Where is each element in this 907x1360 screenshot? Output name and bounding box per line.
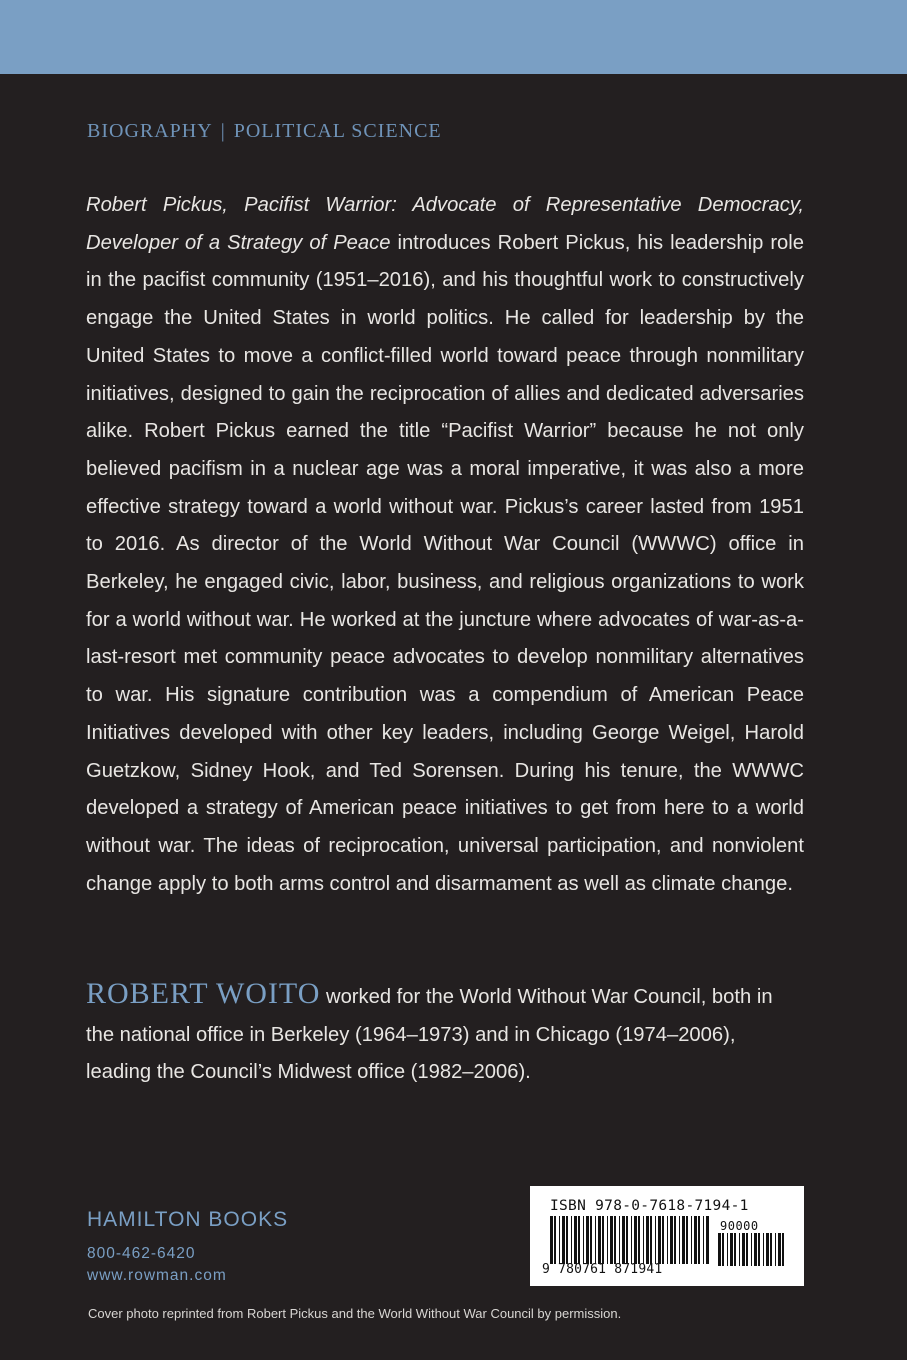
author-bio-text: worked for the World Without War Council, both in the national office in Berkeley (1964–1973) and in Chicago (1974–2006), leading the Council’s Midwest office (1982–2006). (86, 986, 773, 1083)
barcode-bar (662, 1216, 664, 1264)
barcode-bar (598, 1216, 601, 1264)
barcode-bar (626, 1216, 628, 1264)
book-title-italic: Robert Pickus, Pacifist Warrior: Advocate of Representative Democracy, Developer of a Strategy of Peace (86, 194, 804, 254)
barcode-bar (631, 1216, 632, 1264)
photo-credit: Cover photo reprinted from Robert Pickus and the World Without War Council by permission. (88, 1306, 622, 1321)
barcode-bar (770, 1233, 772, 1266)
category-label (87, 120, 442, 143)
barcode-bar (571, 1216, 572, 1264)
barcode-digits: 9 780761 871941 (542, 1262, 663, 1277)
category-biography: BIOGRAPHY (87, 120, 213, 142)
barcode-bar (775, 1233, 776, 1266)
barcode-bar (670, 1216, 673, 1264)
barcode-bar (638, 1216, 640, 1264)
category-political-science: POLITICAL SCIENCE (233, 120, 442, 142)
barcode-bar (727, 1233, 728, 1266)
barcode-bar (718, 1233, 721, 1266)
barcode-bar (667, 1216, 668, 1264)
barcode-bar (646, 1216, 649, 1264)
barcode-bar (734, 1233, 736, 1266)
barcode-bar (691, 1216, 692, 1264)
publisher-phone: 800-462-6420 (87, 1245, 196, 1262)
category-separator: | (220, 120, 226, 142)
barcode-bar (742, 1233, 745, 1266)
barcode-bar (782, 1233, 784, 1266)
barcode-bar (559, 1216, 560, 1264)
barcode-bar (650, 1216, 652, 1264)
barcode-bar (698, 1216, 700, 1264)
barcode-addon-bars (718, 1233, 788, 1266)
barcode-bar (610, 1216, 613, 1264)
barcode-bar (730, 1233, 733, 1266)
barcode-bar (694, 1216, 697, 1264)
barcode-bar (703, 1216, 704, 1264)
barcode-bar (583, 1216, 584, 1264)
barcode-bar (554, 1216, 556, 1264)
barcode-bar (595, 1216, 596, 1264)
description-body: introduces Robert Pickus, his leadership role in the pacifist community (1951–2016), and his thoughtful work to constructively engage the United States in world politics. He called for leadership by the United States to move a conflict-filled world toward peace through nonmilitary initiatives, designed to gain the reciprocation of allies and dedicated adversaries alike. Robert Pickus earned the title “Pacifist Warrior” because he not only believed pacifism in a nuclear age was a moral imperative, it was also a more effective strategy toward a world without war. Pickus’s career lasted from 1951 to 2016. As director of the World Without War Council (WWWC) office in Berkeley, he engaged civic, labor, business, and religious organizations to work for a world without war. He worked at the juncture where advocates of war-as-a-last-resort met community peace advocates to develop nonmilitary alternatives to war. His signature contribution was a compendium of American Peace Initiatives developed with other key leaders, including George Weigel, Harold Guetzkow, Sidney Hook, and Ted Sorensen. During his tenure, the WWWC developed a strategy of American peace initiatives to get from here to a world without war. The ideas of reciprocation, universal participation, and nonviolent change apply to both arms control and disarmament as well as climate change. (86, 231, 804, 895)
barcode-addon-number: 90000 (720, 1219, 759, 1233)
barcode-bar (607, 1216, 608, 1264)
barcode-bar (634, 1216, 637, 1264)
barcode-bar (754, 1233, 757, 1266)
barcode-bar (706, 1216, 709, 1264)
barcode-bar (751, 1233, 752, 1266)
barcode-bar (766, 1233, 769, 1266)
barcode-bar (619, 1216, 620, 1264)
barcode-bar (758, 1233, 760, 1266)
barcode-bar (602, 1216, 604, 1264)
barcode-bar (614, 1216, 616, 1264)
barcode-bar (586, 1216, 589, 1264)
barcode-bar (686, 1216, 688, 1264)
barcode-bar (763, 1233, 764, 1266)
barcode-bar (658, 1216, 661, 1264)
barcode-bar (655, 1216, 656, 1264)
barcode-bar (679, 1216, 680, 1264)
barcode-bar (682, 1216, 685, 1264)
book-description (86, 187, 804, 903)
barcode-bar (622, 1216, 625, 1264)
barcode-bar (578, 1216, 580, 1264)
barcode-bar (550, 1216, 553, 1264)
barcode-bar (590, 1216, 592, 1264)
isbn-barcode (530, 1186, 804, 1286)
barcode-bar (566, 1216, 568, 1264)
barcode-bar (739, 1233, 740, 1266)
barcode-bar (746, 1233, 748, 1266)
barcode-bar (778, 1233, 781, 1266)
author-bio (86, 975, 804, 1092)
barcode-bar (562, 1216, 565, 1264)
barcode-bar (674, 1216, 676, 1264)
barcode-main-bars (550, 1216, 710, 1264)
barcode-bar (722, 1233, 724, 1266)
barcode-bar (643, 1216, 644, 1264)
publisher-block (87, 1205, 288, 1287)
publisher-website: www.rowman.com (87, 1267, 227, 1284)
top-color-band (0, 0, 907, 74)
isbn-label: ISBN 978-0-7618-7194-1 (550, 1198, 749, 1214)
barcode-bar (574, 1216, 577, 1264)
author-name: ROBERT WOITO (86, 977, 321, 1010)
publisher-name: HAMILTON BOOKS (87, 1208, 289, 1231)
